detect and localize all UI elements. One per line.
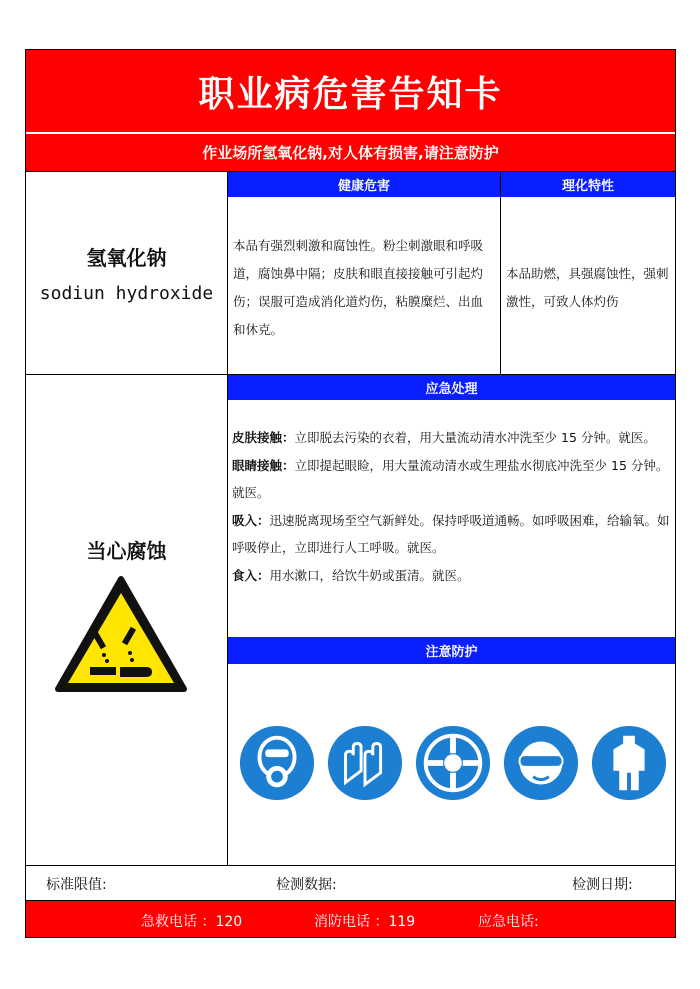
test-data-label: 检测数据: [276, 877, 337, 893]
chemical-name-en: sodiun hydroxide [39, 283, 214, 304]
caution-cell [26, 375, 227, 865]
fire-phone: 消防电话 ：119 [314, 914, 416, 930]
hazard-notice-card [25, 49, 676, 938]
emergency-item-ingestion: 食入：用水漱口，给饮牛奶或蛋清。就医。 [232, 567, 470, 583]
first-aid-phone: 急救电话 ：120 [141, 914, 243, 930]
emergency-instructions [232, 424, 672, 589]
standard-limit-label: 标准限值: [46, 877, 107, 893]
caution-label: 当心腐蚀 [86, 539, 167, 563]
chemical-name-cell [26, 172, 227, 374]
emergency-item-eye: 眼睛接触：立即提起眼睑，用大量流动清水或生理盐水彻底冲洗至少 15 分钟。就医。 [232, 457, 669, 500]
divider [500, 172, 501, 374]
card-title: 职业病危害告知卡 [26, 50, 675, 134]
protection-heading: 注意防护 [228, 637, 675, 664]
protective-gloves-icon [326, 724, 404, 802]
respirator-mask-icon [238, 724, 316, 802]
health-hazard-heading: 健康危害 [228, 172, 500, 197]
emergency-phone: 应急电话: [478, 914, 539, 930]
emergency-phone-bar [26, 901, 675, 937]
measurement-row [26, 866, 675, 900]
test-date-label: 检测日期: [572, 877, 633, 893]
corrosion-warning-icon [54, 575, 188, 695]
ventilation-fan-icon [414, 724, 492, 802]
physchem-text: 本品助燃，具强腐蚀性，强刺激性，可致人体灼伤 [506, 266, 669, 309]
protection-icons [238, 720, 672, 810]
emergency-item-skin: 皮肤接触：立即脱去污染的衣着，用大量流动清水冲洗至少 15 分钟。就医。 [232, 430, 656, 445]
physchem-heading: 理化特性 [501, 172, 675, 197]
emergency-heading: 应急处理 [228, 375, 675, 400]
protective-suit-icon [590, 724, 668, 802]
warning-banner: 作业场所氢氧化钠,对人体有损害,请注意防护 [26, 134, 675, 171]
chemical-name-cn: 氢氧化钠 [86, 246, 167, 270]
divider [227, 172, 228, 865]
emergency-item-inhalation: 吸入：迅速脱离现场至空气新鲜处。保持呼吸道通畅。如呼吸困难，给输氧。如呼吸停止，立即进行人工呼吸。就医。 [232, 512, 670, 555]
safety-goggles-icon [502, 724, 580, 802]
health-hazard-text: 本品有强烈刺激和腐蚀性。粉尘刺激眼和呼吸道，腐蚀鼻中隔；皮肤和眼直接接触可引起灼伤；误服可造成消化道灼伤，粘膜糜烂、出血和休克。 [233, 238, 484, 337]
